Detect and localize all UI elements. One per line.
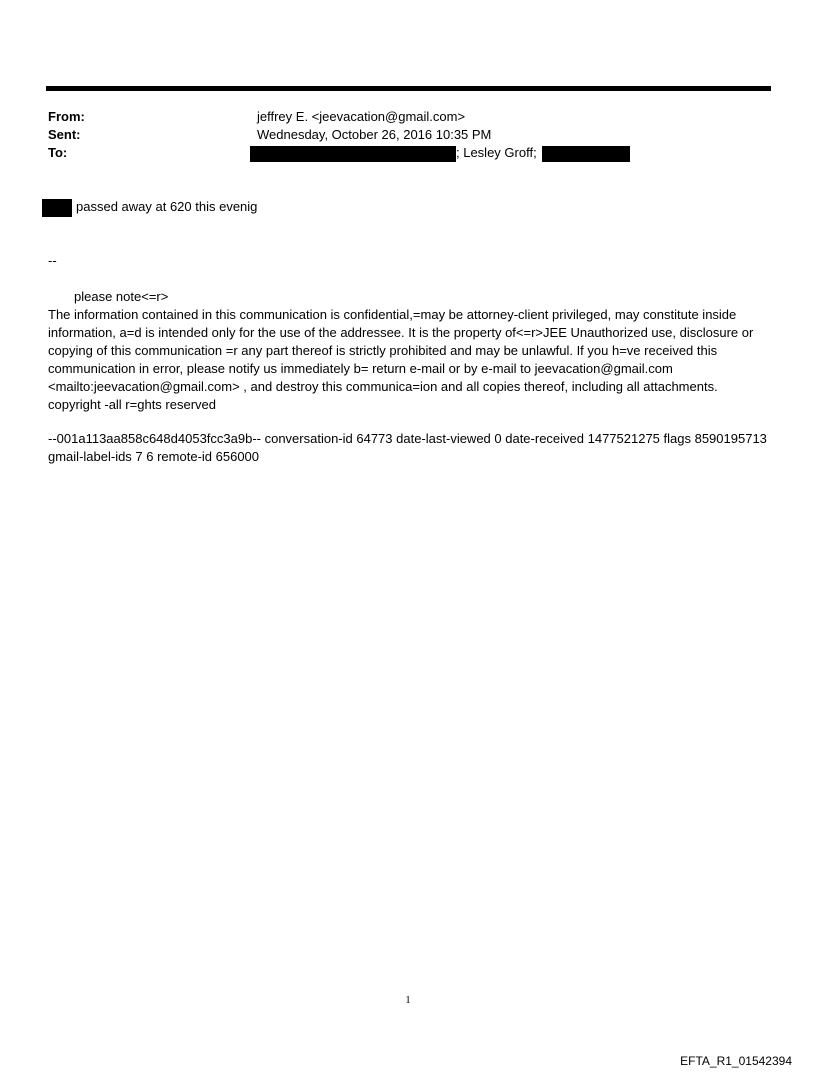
page-number: 1 [405,994,411,1006]
to-label: To: [48,145,68,160]
sent-label: Sent: [48,127,81,142]
message-metadata: --001a113aa858c648d4053fcc3a9b-- conversation-id 64773 date-last-viewed 0 date-received 1477521275 flags 8590195713 gmail-label-ids 7 6 remote-id 656000 [48,431,767,464]
bates-number: EFTA_R1_01542394 [680,1054,792,1068]
redaction-box [542,146,630,162]
redaction-box [250,146,330,162]
note-heading: please note<=r> [74,289,169,304]
redaction-box [330,146,456,162]
message-first-line [42,198,257,217]
from-value: jeffrey E. <jeevacation@gmail.com> [257,109,466,124]
first-line-text: passed away at 620 this evenig [76,199,258,214]
to-value [250,144,630,162]
sent-value: Wednesday, October 26, 2016 10:35 PM [257,127,492,142]
header-rule [46,86,771,91]
signature-separator: -- [48,253,57,268]
redaction-box [42,199,72,217]
to-visible-recipient: ; Lesley Groff; [456,145,537,160]
confidentiality-disclaimer: The information contained in this communication is confidential,=may be attorney-client privileged, may constitute inside information, a=d is intended only for the use of the addressee. It is the property of<=r>JEE Unauthorized use, disclosure or copying of this communication =r any part thereof is strictly prohibited and may be unlawful. If you h=ve received this communication in error, please notify us immediately b= return e-mail or by e-mail to jeevacation@gmail.com <mailto:jeevacation@gmail.com> , and destroy this communica=ion and all copies thereof, including all attachments. copyright -all r=ghts reserved [48,307,754,412]
from-label: From: [48,109,85,124]
